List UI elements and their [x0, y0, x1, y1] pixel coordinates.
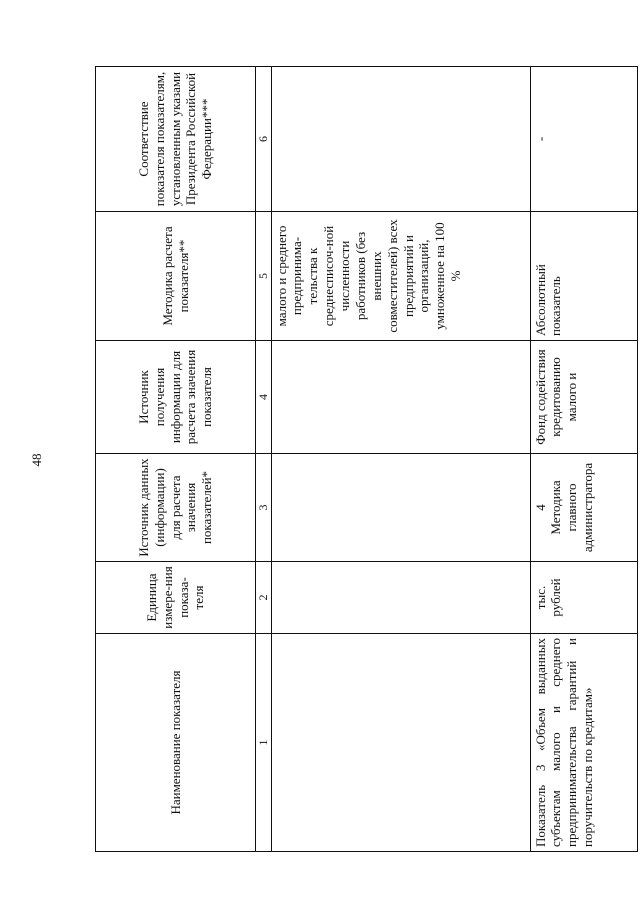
rotated-table-page [95, 67, 635, 852]
continuation-cell-2 [271, 562, 530, 634]
column-number-4: 4 [256, 341, 272, 454]
indicator-3-name: Показатель 3 «Объем выданных субъектам малого и среднего предпринимательства гарантий и поручительств по кредитам» [530, 634, 637, 852]
indicator-3-compliance: - [530, 67, 637, 212]
continuation-cell-1 [271, 634, 530, 852]
header-compliance: Соответствие показателя показателям, установленным указами Президента Российской Федерации*** [96, 67, 256, 212]
column-number-3: 3 [256, 454, 272, 562]
continuation-cell-6 [271, 67, 530, 212]
page-number: 48 [29, 453, 44, 467]
continuation-cell-4 [271, 341, 530, 454]
continuation-cell-3 [271, 454, 530, 562]
continuation-method-text: малого и среднего предпринима-тельства к среднесписоч-ной численности работников (без внешних совместителей) всех предприятий и организаций, умноженное на 100 % [271, 212, 530, 341]
indicator-3-data-source-text: Методика главного администратора [548, 462, 596, 553]
indicator-3-method: Абсолютный показатель [530, 212, 637, 341]
column-number-1: 1 [256, 634, 272, 852]
header-method: Методика расчета показателя** [96, 212, 256, 341]
header-info-source: Источник получения информации для расчета значения показателя [96, 341, 256, 454]
column-number-2: 2 [256, 562, 272, 634]
indicator-table [95, 66, 638, 852]
header-data-source: Источник данных (информации) для расчета значения показателей* [96, 454, 256, 562]
header-unit: Единица измере-ния показа-теля [96, 562, 256, 634]
indicator-3-data-source [530, 454, 637, 562]
indicator-3-info-source: Фонд содействия кредитованию малого и [530, 341, 637, 454]
indicator-3-data-source-number: 4 [532, 504, 548, 511]
indicator-3-unit: тыс. рублей [530, 562, 637, 634]
header-indicator-name: Наименование показателя [96, 634, 256, 852]
column-number-6: 6 [256, 67, 272, 212]
column-number-5: 5 [256, 212, 272, 341]
